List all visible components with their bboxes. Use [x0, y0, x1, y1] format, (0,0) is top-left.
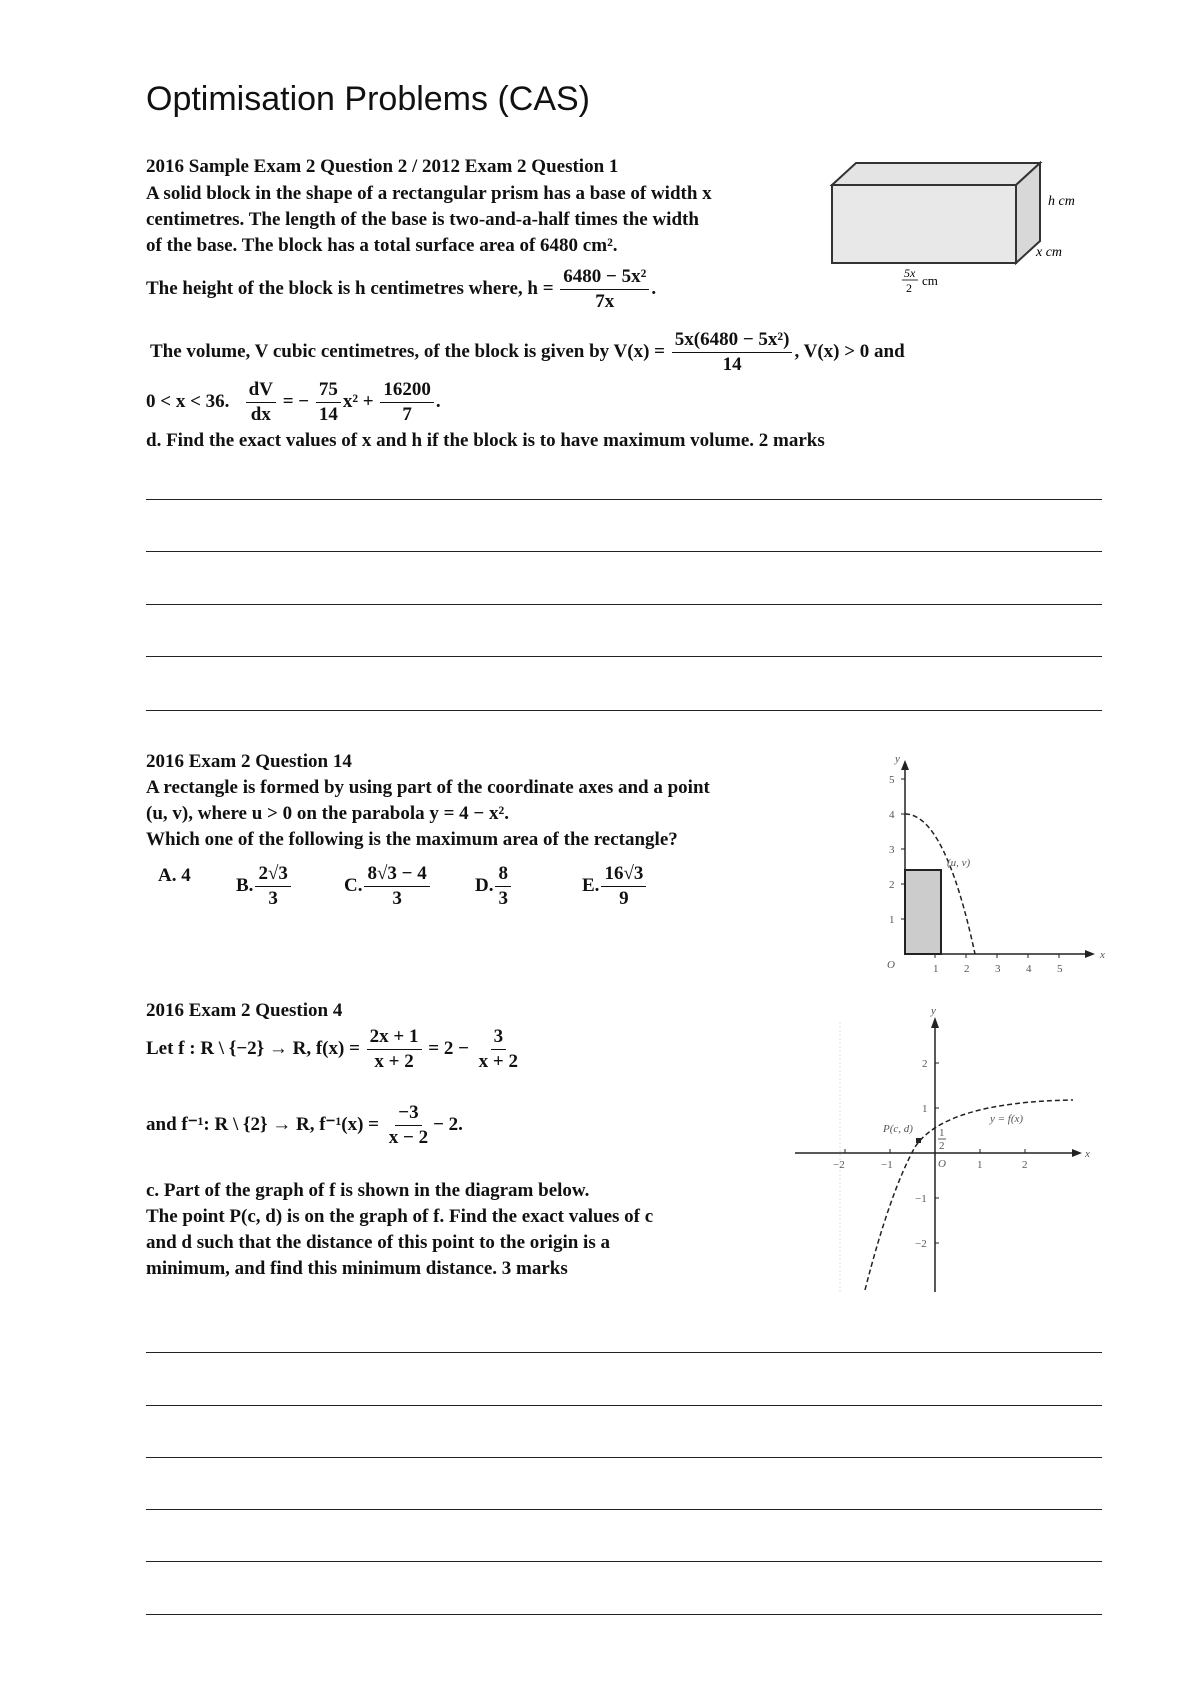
text: − 2.	[433, 1113, 463, 1135]
x-tick: 1	[933, 963, 939, 975]
y-tick: 2	[922, 1058, 928, 1070]
numerator: 8	[495, 862, 511, 887]
text: = −	[282, 390, 310, 412]
x-axis-label: x	[1100, 949, 1105, 961]
answer-line[interactable]	[146, 1405, 1102, 1406]
question-heading: 2016 Exam 2 Question 14	[146, 751, 352, 772]
origin-label: O	[938, 1158, 946, 1170]
answer-line[interactable]	[146, 710, 1102, 711]
x-tick: 1	[977, 1159, 983, 1171]
point-label: (u, v)	[947, 857, 971, 869]
y-tick: −2	[915, 1238, 927, 1250]
question-text: centimetres. The length of the base is two-and-a-half times the width	[146, 209, 699, 230]
denominator: 7x	[595, 291, 615, 312]
numerator: 75	[316, 378, 341, 403]
answer-line[interactable]	[146, 499, 1102, 500]
numerator: 6480 − 5x²	[560, 265, 649, 290]
fraction	[386, 1101, 431, 1150]
text: = 2 −	[428, 1037, 469, 1059]
fraction	[672, 328, 793, 377]
denominator: 14	[318, 404, 338, 425]
option-label: D.	[475, 874, 494, 896]
x-tick: −1	[881, 1159, 893, 1171]
question-text: c. Part of the graph of f is shown in the diagram below.	[146, 1180, 590, 1201]
fraction	[316, 378, 341, 427]
part-d-question: d. Find the exact values of x and h if the block is to have maximum volume. 2 marks	[146, 430, 825, 451]
prism-diagram	[820, 155, 1105, 295]
question-text: and d such that the distance of this point to the origin is a	[146, 1232, 610, 1253]
origin-label: O	[887, 959, 895, 971]
option-d[interactable]	[475, 862, 513, 911]
denominator: 7	[402, 404, 412, 425]
x-tick: 2	[1022, 1159, 1028, 1171]
page-title: Optimisation Problems (CAS)	[146, 80, 591, 118]
x-tick: 2	[964, 963, 970, 975]
answer-line[interactable]	[146, 1561, 1102, 1562]
x-tick: 4	[1026, 963, 1032, 975]
inverse-definition	[146, 1101, 463, 1150]
denominator: 3	[392, 888, 402, 909]
point-label: P(c, d)	[883, 1123, 913, 1135]
x-tick: 5	[1057, 963, 1063, 975]
numerator: dV	[246, 378, 276, 403]
intercept-num: 1	[939, 1127, 945, 1139]
denominator: 3	[498, 888, 508, 909]
question-text: (u, v), where u > 0 on the parabola y = 4 − x².	[146, 803, 509, 824]
answer-line[interactable]	[146, 656, 1102, 657]
text: , V(x) > 0 and	[794, 340, 905, 362]
question-text: of the base. The block has a total surface area of 6480 cm².	[146, 235, 618, 256]
answer-line[interactable]	[146, 604, 1102, 605]
y-tick: 5	[889, 774, 895, 786]
option-label: B.	[236, 874, 254, 896]
fraction	[380, 378, 434, 427]
length-label-num: 5x	[904, 266, 916, 280]
question-text: The point P(c, d) is on the graph of f. Find the exact values of c	[146, 1206, 654, 1227]
question-text: Which one of the following is the maximum area of the rectangle?	[146, 829, 678, 850]
intercept-den: 2	[939, 1140, 945, 1152]
denominator: 3	[268, 888, 278, 909]
height-formula: The height of the block is h centimetres where, h = $\frac{\text{6480 − 5x²}}{7x}$ .	[146, 266, 657, 312]
answer-line[interactable]	[146, 1614, 1102, 1615]
numerator: 2√3	[255, 862, 290, 887]
y-tick: −1	[915, 1193, 927, 1205]
option-b[interactable]	[236, 862, 293, 911]
denominator: x + 2	[374, 1051, 414, 1072]
volume-formula	[150, 328, 905, 377]
hyperbola-graph	[795, 1002, 1090, 1297]
denominator: 14	[722, 354, 742, 375]
fraction	[495, 862, 511, 911]
question-heading: 2016 Exam 2 Question 4	[146, 1000, 343, 1021]
length-unit: cm	[922, 273, 938, 288]
option-c[interactable]	[344, 862, 432, 911]
numerator: 3	[491, 1025, 507, 1050]
derivative-formula: 0 < x < 36. $\frac{dV}{dx}$ = − $\frac{75}{14}$ x² + $\frac{16200}{7}$ .	[146, 379, 441, 425]
text: 0 < x < 36.	[146, 390, 230, 412]
y-tick: 3	[889, 844, 895, 856]
option-a[interactable]: A. 4	[158, 865, 191, 886]
question-text: A rectangle is formed by using part of the coordinate axes and a point	[146, 777, 710, 798]
numerator: 16200	[380, 378, 434, 403]
y-tick: 4	[889, 809, 895, 821]
text: Let f : R \ {−2} → R, f(x) =	[146, 1037, 360, 1059]
text: and f⁻¹: R \ {2} → R, f⁻¹(x) =	[146, 1113, 379, 1135]
y-tick: 1	[889, 914, 895, 926]
width-label: x cm	[1036, 245, 1063, 260]
text: The height of the block is h centimetres where, h =	[146, 277, 554, 299]
fraction	[364, 862, 429, 911]
fraction	[560, 265, 649, 314]
y-axis-label: y	[931, 1005, 936, 1017]
fraction	[255, 862, 290, 911]
option-label: E.	[582, 874, 600, 896]
question-text: minimum, and find this minimum distance. 3 marks	[146, 1258, 568, 1279]
question-text: A solid block in the shape of a rectangular prism has a base of width x	[146, 183, 712, 204]
text: x² +	[342, 390, 374, 412]
function-definition	[146, 1025, 523, 1074]
length-label-den: 2	[906, 281, 912, 295]
denominator: 9	[619, 888, 629, 909]
x-axis-label: x	[1085, 1148, 1090, 1160]
option-label: C.	[344, 874, 363, 896]
denominator: x − 2	[388, 1127, 429, 1148]
numerator: 2x + 1	[367, 1025, 422, 1050]
height-label: h cm	[1048, 194, 1075, 209]
numerator: 16√3	[601, 862, 646, 887]
y-tick: 2	[889, 879, 895, 891]
parabola-graph	[875, 750, 1105, 980]
fraction	[367, 1025, 422, 1074]
y-tick: 1	[922, 1103, 928, 1115]
y-axis-label: y	[895, 753, 900, 765]
option-e[interactable]	[582, 862, 648, 911]
denominator: dx	[250, 404, 271, 425]
denominator: x + 2	[478, 1051, 518, 1072]
answer-line[interactable]	[146, 1352, 1102, 1353]
answer-line[interactable]	[146, 1509, 1102, 1510]
answer-line[interactable]	[146, 1457, 1102, 1458]
numerator: 5x(6480 − 5x²)	[672, 328, 793, 353]
question-heading: 2016 Sample Exam 2 Question 2 / 2012 Exam 2 Question 1	[146, 156, 619, 177]
fraction	[476, 1025, 521, 1074]
fraction	[246, 378, 276, 427]
fraction	[601, 862, 646, 911]
numerator: 8√3 − 4	[364, 862, 429, 887]
numerator: −3	[395, 1101, 421, 1126]
answer-line[interactable]	[146, 551, 1102, 552]
x-tick: 3	[995, 963, 1001, 975]
text: The volume, V cubic centimetres, of the block is given by V(x) =	[150, 340, 666, 362]
x-tick: −2	[833, 1159, 845, 1171]
curve-label: y = f(x)	[990, 1113, 1024, 1125]
